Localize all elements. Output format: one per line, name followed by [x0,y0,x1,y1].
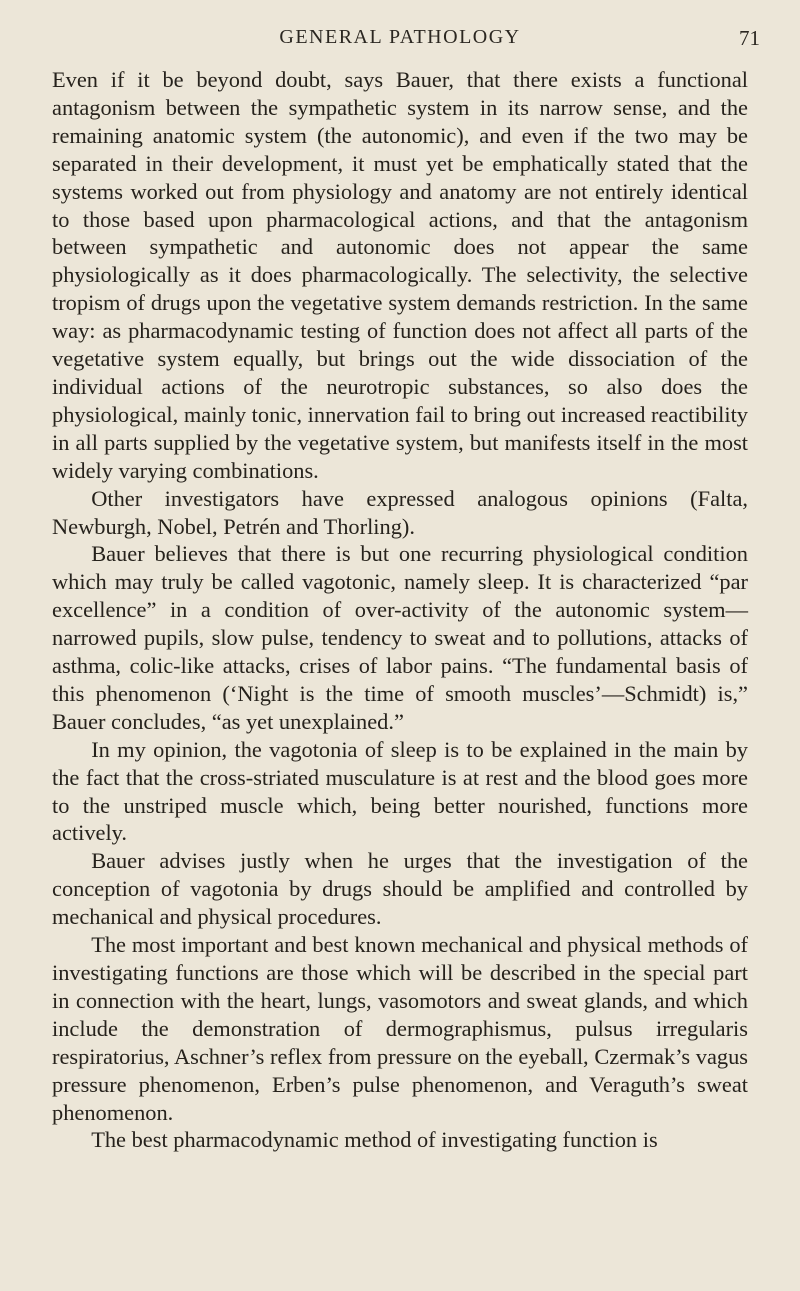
paragraph: Bauer believes that there is but one recurring physiological condition which may truly be called vagotonic, namely sleep. It is characterized “par excellence” in a condition of over-activity of the autonomic system—narrowed pupils, slow pulse, tendency to sweat and to pollutions, attacks of asthma, colic-like attacks, crises of labor pains. “The fundamental basis of this phenomenon (‘Night is the time of smooth muscles’—Schmidt) is,” Bauer concludes, “as yet unexplained.” [52,541,748,734]
paragraph: The best pharmacodynamic method of investigating function is [91,1127,658,1153]
running-title: GENERAL PATHOLOGY [279,26,521,48]
paragraph: Other investigators have expressed analogous opinions (Falta, Newburgh, Nobel, Petrén and Thorling). [52,485,748,539]
page-number: 71 [739,26,760,50]
paragraph: Even if it be beyond doubt, says Bauer, that there exists a functional antagonism between the sympathetic system in its narrow sense, and the remaining anatomic system (the autonomic), and even if the two may be separated in their development, it must yet be emphatically stated that the systems worked out from physiology and anatomy are not entirely identical to those based upon pharmacological actions, and that the antagonism between sympathetic and autonomic does not appear the same physiologically as it does pharmacologically. The selectivity, the selective tropism of drugs upon the vegetative system demands restriction. In the same way: as pharmacodynamic testing of function does not affect all parts of the vegetative system equally, but brings out the wide dissociation of the individual actions of the neurotropic substances, so also does the physiological, mainly tonic, innervation fail to bring out increased reactibility in all parts supplied by the vegetative system, but manifests itself in the most widely varying combinations. [52,67,748,483]
paragraph: Bauer advises justly when he urges that the investigation of the conception of vagotonia by drugs should be amplified and controlled by mechanical and physical procedures. [52,848,748,930]
paragraph: In my opinion, the vagotonia of sleep is to be explained in the main by the fact that the cross-striated musculature is at rest and the blood goes more to the unstriped muscle which, being better nourished, functions more actively. [52,736,748,846]
body-text [52,66,748,1154]
running-head [0,26,800,56]
paragraph: The most important and best known mechanical and physical methods of investigating functions are those which will be described in the special part in connection with the heart, lungs, vasomotors and sweat glands, and which include the demonstration of dermographismus, pulsus irregularis respiratorius, Aschner’s reflex from pressure on the eyeball, Czermak’s vagus pressure phenomenon, Erben’s pulse phenomenon, and Veraguth’s sweat phenomenon. [52,932,748,1125]
